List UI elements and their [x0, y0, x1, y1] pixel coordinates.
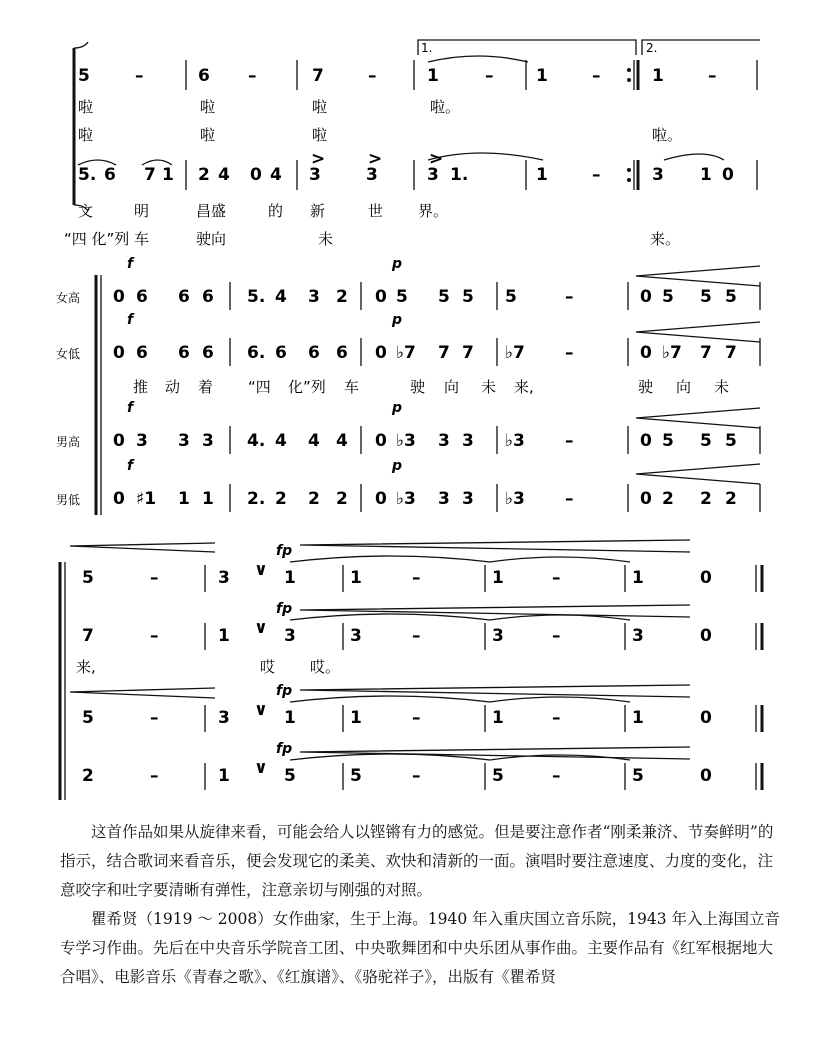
note: 3: [284, 626, 296, 646]
lyric: 向: [444, 378, 460, 396]
note: ♭3: [396, 431, 416, 451]
note: –: [412, 708, 421, 728]
note: 3: [492, 626, 504, 646]
note: ♭3: [396, 489, 416, 509]
note: 3: [350, 626, 362, 646]
note: 6: [104, 165, 116, 185]
note: 5: [700, 431, 712, 451]
note: 2: [700, 489, 712, 509]
note: 3: [652, 165, 664, 185]
note: 1: [284, 568, 296, 588]
note: 1.: [450, 165, 469, 185]
note: 7: [438, 343, 450, 363]
lyric: 世: [368, 202, 384, 220]
note: 4: [336, 431, 348, 451]
note: 3: [202, 431, 214, 451]
note: 1: [202, 489, 214, 509]
lyric: 驶向: [196, 230, 227, 248]
note: 6: [202, 287, 214, 307]
note: 5: [505, 287, 517, 307]
note: 0: [375, 431, 387, 451]
note: 1: [632, 708, 644, 728]
lyric: 化”列: [288, 378, 326, 396]
note: –: [708, 66, 717, 86]
lyric: 的: [268, 202, 284, 220]
note: 5: [725, 287, 737, 307]
part-label: 男高: [56, 435, 81, 449]
note: 1: [350, 568, 362, 588]
accent: >: [311, 149, 326, 169]
note: 6: [178, 287, 190, 307]
note: –: [412, 766, 421, 786]
note: –: [565, 287, 574, 307]
note: 2: [336, 287, 348, 307]
note: –: [592, 66, 601, 86]
note: 5.: [78, 165, 97, 185]
lyric: 驶: [638, 378, 654, 396]
note: 0: [640, 489, 652, 509]
note: 3: [309, 165, 321, 185]
note: 0: [722, 165, 734, 185]
note: 4: [270, 165, 282, 185]
lyric: 推: [133, 378, 149, 396]
note: 5: [350, 766, 362, 786]
breath-mark: ∨: [254, 560, 268, 580]
part-label: 女高: [56, 291, 81, 305]
note: –: [485, 66, 494, 86]
note: –: [150, 568, 159, 588]
lyric: 文: [78, 202, 94, 220]
note: –: [368, 66, 377, 86]
note: 3: [308, 287, 320, 307]
note: 3: [218, 568, 230, 588]
volta-bracket-2: [642, 40, 760, 55]
note: 6: [178, 343, 190, 363]
dynamic: f: [127, 312, 134, 328]
lyric: 啦。: [430, 98, 461, 116]
note: 7: [700, 343, 712, 363]
note: 5: [662, 287, 674, 307]
note: 5: [284, 766, 296, 786]
breath-mark: ∨: [254, 618, 268, 638]
note: 1: [178, 489, 190, 509]
note: 0: [700, 766, 712, 786]
breath-mark: ∨: [254, 700, 268, 720]
lyric: 动: [165, 378, 181, 396]
note: 3: [178, 431, 190, 451]
note: 1: [284, 708, 296, 728]
lyric: 向: [676, 378, 692, 396]
part-label: 男低: [56, 493, 81, 507]
note: 1: [218, 626, 230, 646]
note: 0: [250, 165, 262, 185]
note: 6: [136, 343, 148, 363]
note: 5: [396, 287, 408, 307]
note: 7: [462, 343, 474, 363]
note: 1: [652, 66, 664, 86]
dynamic: fp: [276, 543, 293, 559]
lyric: 啦。: [652, 126, 683, 144]
note: 6: [198, 66, 210, 86]
note: 3: [366, 165, 378, 185]
lyric: 新: [310, 202, 326, 220]
note: –: [565, 431, 574, 451]
note: 7: [144, 165, 156, 185]
note: –: [552, 708, 561, 728]
note: 3: [438, 431, 450, 451]
note: 3: [632, 626, 644, 646]
note: 5.: [247, 287, 266, 307]
dynamic: p: [392, 312, 403, 328]
note: 0: [700, 568, 712, 588]
note: –: [565, 343, 574, 363]
note: 1: [536, 165, 548, 185]
note: ♭3: [505, 489, 525, 509]
dynamic: f: [127, 458, 134, 474]
dynamic: p: [392, 458, 403, 474]
lyric: 昌盛: [196, 202, 227, 220]
lyric: 界。: [418, 202, 449, 220]
note: ♭7: [505, 343, 525, 363]
note: –: [150, 626, 159, 646]
lyric: “四: [248, 378, 271, 396]
lyric: 啦: [312, 126, 328, 144]
lyric: 未: [318, 230, 334, 248]
note: 5: [82, 568, 94, 588]
lyric: 未: [714, 378, 730, 396]
lyric: 啦: [78, 126, 94, 144]
note: 0: [700, 626, 712, 646]
dynamic: f: [127, 400, 134, 416]
note: 5: [492, 766, 504, 786]
lyric: 明: [134, 202, 150, 220]
note: 1: [492, 708, 504, 728]
note: 1: [632, 568, 644, 588]
lyric: 啦: [78, 98, 94, 116]
note: 2: [725, 489, 737, 509]
note: 1: [162, 165, 174, 185]
breath-mark: ∨: [254, 758, 268, 778]
note: 6.: [247, 343, 266, 363]
note: 0: [375, 343, 387, 363]
note: 6: [136, 287, 148, 307]
note: 6: [275, 343, 287, 363]
lyric: 来,: [76, 658, 96, 676]
note: 0: [640, 431, 652, 451]
note: 3: [462, 431, 474, 451]
note: 4: [218, 165, 230, 185]
note: ♭7: [662, 343, 682, 363]
part-label: 女低: [56, 347, 81, 361]
note: ♭7: [396, 343, 416, 363]
note: –: [552, 626, 561, 646]
note: 1: [700, 165, 712, 185]
note: 3: [136, 431, 148, 451]
note: ♯1: [136, 489, 157, 509]
note: 2: [308, 489, 320, 509]
volta-label: 1.: [421, 41, 433, 55]
note: 2: [198, 165, 210, 185]
lyric: 啦: [200, 126, 216, 144]
note: 4: [275, 287, 287, 307]
note: 2: [336, 489, 348, 509]
note: 4.: [247, 431, 266, 451]
note: 5: [82, 708, 94, 728]
note: 6: [336, 343, 348, 363]
lyric: 哎。: [310, 658, 341, 676]
note: 3: [427, 165, 439, 185]
lyric: 哎: [260, 658, 276, 676]
note: 7: [82, 626, 94, 646]
note: 1: [536, 66, 548, 86]
note: 5: [78, 66, 90, 86]
note: –: [248, 66, 257, 86]
note: 5: [438, 287, 450, 307]
note: –: [150, 708, 159, 728]
accent: >: [368, 149, 383, 169]
body-text: [60, 818, 780, 992]
lyric: “四 化”列 车: [64, 230, 150, 248]
note: 1: [427, 66, 439, 86]
note: –: [592, 165, 601, 185]
lyric: 车: [344, 378, 360, 396]
note: 2: [275, 489, 287, 509]
note: 6: [202, 343, 214, 363]
note: 5: [462, 287, 474, 307]
lyric: 来。: [650, 230, 681, 248]
note: 2: [662, 489, 674, 509]
note: –: [565, 489, 574, 509]
note: 0: [113, 287, 125, 307]
note: 3: [218, 708, 230, 728]
note: 0: [113, 431, 125, 451]
note: –: [150, 766, 159, 786]
note: 3: [462, 489, 474, 509]
note: 0: [640, 287, 652, 307]
note: 0: [640, 343, 652, 363]
dynamic: f: [127, 256, 134, 272]
note: 0: [375, 287, 387, 307]
note: 5: [725, 431, 737, 451]
note: 6: [308, 343, 320, 363]
note: 0: [375, 489, 387, 509]
note: 2.: [247, 489, 266, 509]
note: 5: [700, 287, 712, 307]
lyric: 未: [481, 378, 497, 396]
lyric: 啦: [200, 98, 216, 116]
lyric: 来,: [514, 378, 534, 396]
dynamic: fp: [276, 601, 293, 617]
note: 2: [82, 766, 94, 786]
note: 4: [308, 431, 320, 451]
accent: >: [429, 149, 444, 169]
note: –: [135, 66, 144, 86]
note: 1: [218, 766, 230, 786]
lyric: 着: [198, 378, 214, 396]
note: 1: [492, 568, 504, 588]
volta-bracket-1: [418, 40, 636, 55]
note: 0: [113, 343, 125, 363]
paragraph-2: 瞿希贤（1919 ～ 2008）女作曲家，生于上海。1940 年入重庆国立音乐院，1943 年入上海国立音专学习作曲。先后在中央音乐学院音工团、中央歌舞团和中央乐团从事作曲。主要作品有《红军根据地大合唱》、电影音乐《青春之歌》、《红旗谱》、《骆驼祥子》，出版有《瞿希贤: [60, 910, 780, 986]
note: 7: [312, 66, 324, 86]
dynamic: p: [392, 256, 403, 272]
note: –: [412, 568, 421, 588]
note: 7: [725, 343, 737, 363]
note: 4: [275, 431, 287, 451]
dynamic: fp: [276, 683, 293, 699]
note: –: [412, 626, 421, 646]
note: 0: [700, 708, 712, 728]
dynamic: p: [392, 400, 403, 416]
note: 5: [662, 431, 674, 451]
note: 1: [350, 708, 362, 728]
volta-label: 2.: [646, 41, 658, 55]
lyric: 驶: [410, 378, 426, 396]
note: 3: [438, 489, 450, 509]
paragraph-1: 这首作品如果从旋律来看，可能会给人以铿锵有力的感觉。但是要注意作者“刚柔兼济、节奏鲜明”的指示，结合歌词来看音乐，便会发现它的柔美、欢快和清新的一面。演唱时要注意速度、力度的变化，注意咬字和吐字要清晰有弹性，注意亲切与刚强的对照。: [60, 823, 774, 899]
note: ♭3: [505, 431, 525, 451]
lyric: 啦: [312, 98, 328, 116]
dynamic: fp: [276, 741, 293, 757]
note: 5: [632, 766, 644, 786]
note: –: [552, 568, 561, 588]
note: –: [552, 766, 561, 786]
note: 0: [113, 489, 125, 509]
